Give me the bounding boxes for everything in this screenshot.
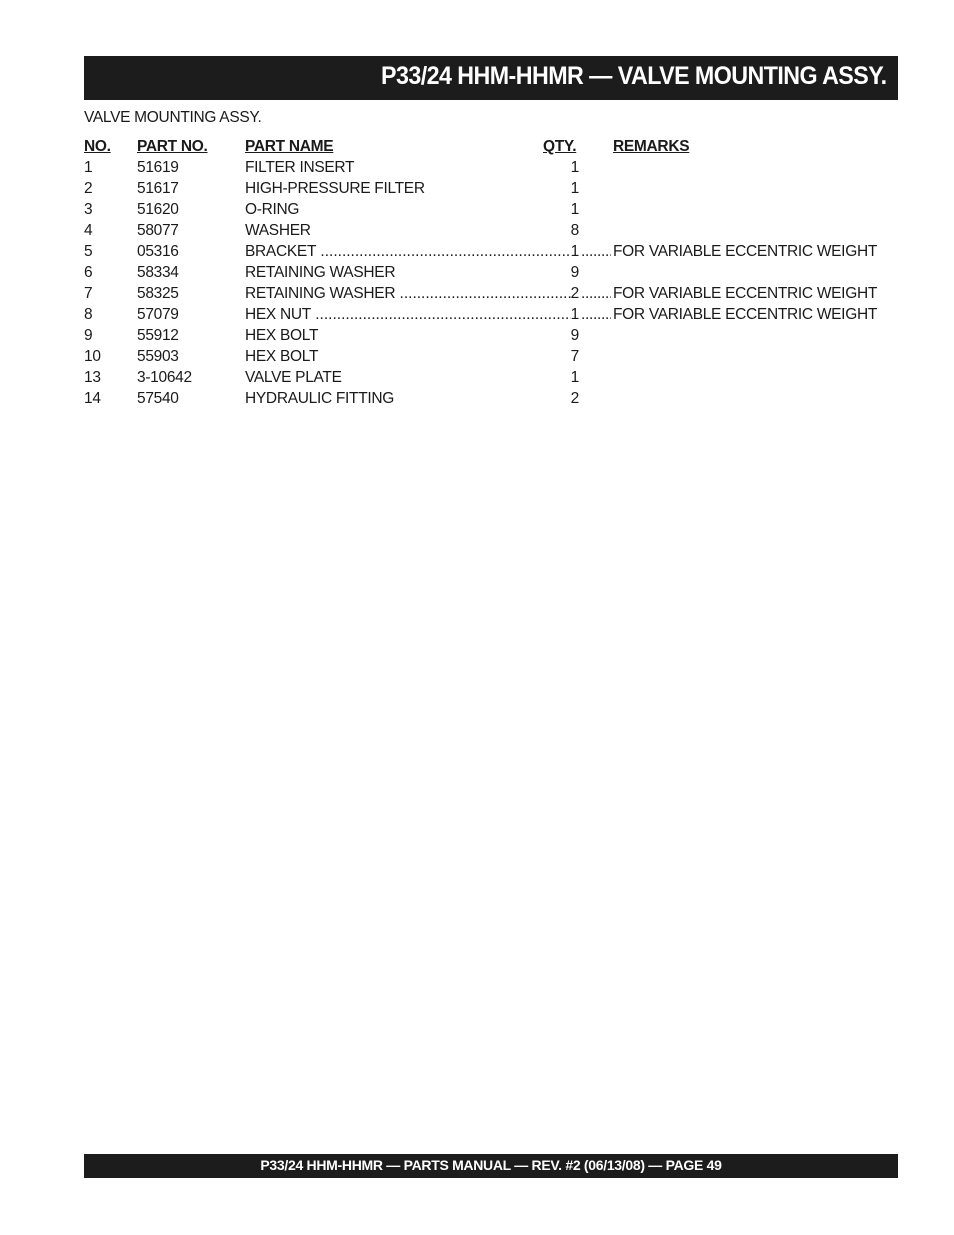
cell-qty: 9 <box>570 327 579 344</box>
table-row <box>84 346 898 367</box>
cell-part-name: HEX BOLT <box>245 348 319 365</box>
table-row <box>84 283 898 304</box>
cell-part-name: HEX BOLT <box>245 327 319 344</box>
cell-part-no: 51620 <box>137 201 179 218</box>
cell-part-no: 57079 <box>137 306 179 323</box>
cell-qty: 1 <box>570 306 579 323</box>
leader-dots <box>581 283 611 304</box>
cell-qty: 2 <box>570 390 579 407</box>
cell-no: 4 <box>84 222 93 239</box>
column-header-no: NO. <box>84 138 111 155</box>
footer-bar <box>84 1154 898 1178</box>
cell-part-name: HYDRAULIC FITTING <box>245 390 395 407</box>
cell-no: 8 <box>84 306 93 323</box>
cell-qty: 8 <box>570 222 579 239</box>
cell-part-no: 55912 <box>137 327 179 344</box>
leader-dots <box>581 241 611 262</box>
cell-part-no: 58077 <box>137 222 179 239</box>
page-title-bar <box>84 56 898 100</box>
cell-part-name: HEX NUT ..... <box>245 304 571 325</box>
cell-qty: 1 <box>570 369 579 386</box>
table-row <box>84 262 898 283</box>
table-row <box>84 388 898 409</box>
cell-part-name: WASHER <box>245 222 311 239</box>
column-header-part-name: PART NAME <box>245 138 334 155</box>
cell-qty: 1 <box>570 180 579 197</box>
cell-remarks: FOR VARIABLE ECCENTRIC WEIGHT <box>613 285 878 302</box>
cell-no: 5 <box>84 243 93 260</box>
cell-part-no: 55903 <box>137 348 179 365</box>
cell-part-name: BRACKET ..... <box>245 241 571 262</box>
table-row <box>84 157 898 178</box>
table-row <box>84 178 898 199</box>
cell-no: 14 <box>84 390 101 407</box>
cell-part-no: 57540 <box>137 390 179 407</box>
cell-part-no: 51617 <box>137 180 179 197</box>
table-row <box>84 367 898 388</box>
cell-remarks: FOR VARIABLE ECCENTRIC WEIGHT <box>613 306 878 323</box>
cell-part-name: HIGH-PRESSURE FILTER <box>245 180 425 197</box>
cell-qty: 1 <box>570 243 579 260</box>
cell-no: 7 <box>84 285 93 302</box>
cell-part-no: 3-10642 <box>137 369 192 386</box>
cell-part-name: FILTER INSERT <box>245 159 355 176</box>
cell-part-name: RETAINING WASHER ..... <box>245 283 571 304</box>
table-row <box>84 220 898 241</box>
cell-no: 2 <box>84 180 93 197</box>
cell-qty: 7 <box>570 348 579 365</box>
cell-no: 10 <box>84 348 101 365</box>
cell-part-no: 05316 <box>137 243 179 260</box>
cell-part-no: 58334 <box>137 264 179 281</box>
table-header-row <box>84 136 898 157</box>
footer-text: P33/24 HHM-HHMR — PARTS MANUAL — REV. #2 (06/13/08) — PAGE 49 <box>260 1157 722 1173</box>
cell-no: 3 <box>84 201 93 218</box>
cell-qty: 1 <box>570 159 579 176</box>
cell-qty: 9 <box>570 264 579 281</box>
table-row <box>84 241 898 262</box>
cell-qty: 2 <box>570 285 579 302</box>
table-row <box>84 304 898 325</box>
column-header-qty: QTY. <box>543 138 577 155</box>
cell-part-name: O-RING <box>245 201 300 218</box>
column-header-part-no: PART NO. <box>137 138 208 155</box>
leader-dots <box>581 304 611 325</box>
column-header-remarks: REMARKS <box>613 138 690 155</box>
section-title: VALVE MOUNTING ASSY. <box>84 109 262 126</box>
table-body <box>84 157 898 409</box>
cell-no: 13 <box>84 369 101 386</box>
cell-remarks: FOR VARIABLE ECCENTRIC WEIGHT <box>613 243 878 260</box>
cell-part-no: 58325 <box>137 285 179 302</box>
cell-no: 9 <box>84 327 93 344</box>
cell-part-name: RETAINING WASHER <box>245 264 396 281</box>
cell-part-no: 51619 <box>137 159 179 176</box>
cell-qty: 1 <box>570 201 579 218</box>
parts-table <box>84 136 898 409</box>
table-row <box>84 325 898 346</box>
table-row <box>84 199 898 220</box>
page-title: P33/24 HHM-HHMR — VALVE MOUNTING ASSY. <box>380 62 886 90</box>
cell-no: 1 <box>84 159 93 176</box>
cell-part-name: VALVE PLATE <box>245 369 342 386</box>
cell-no: 6 <box>84 264 93 281</box>
